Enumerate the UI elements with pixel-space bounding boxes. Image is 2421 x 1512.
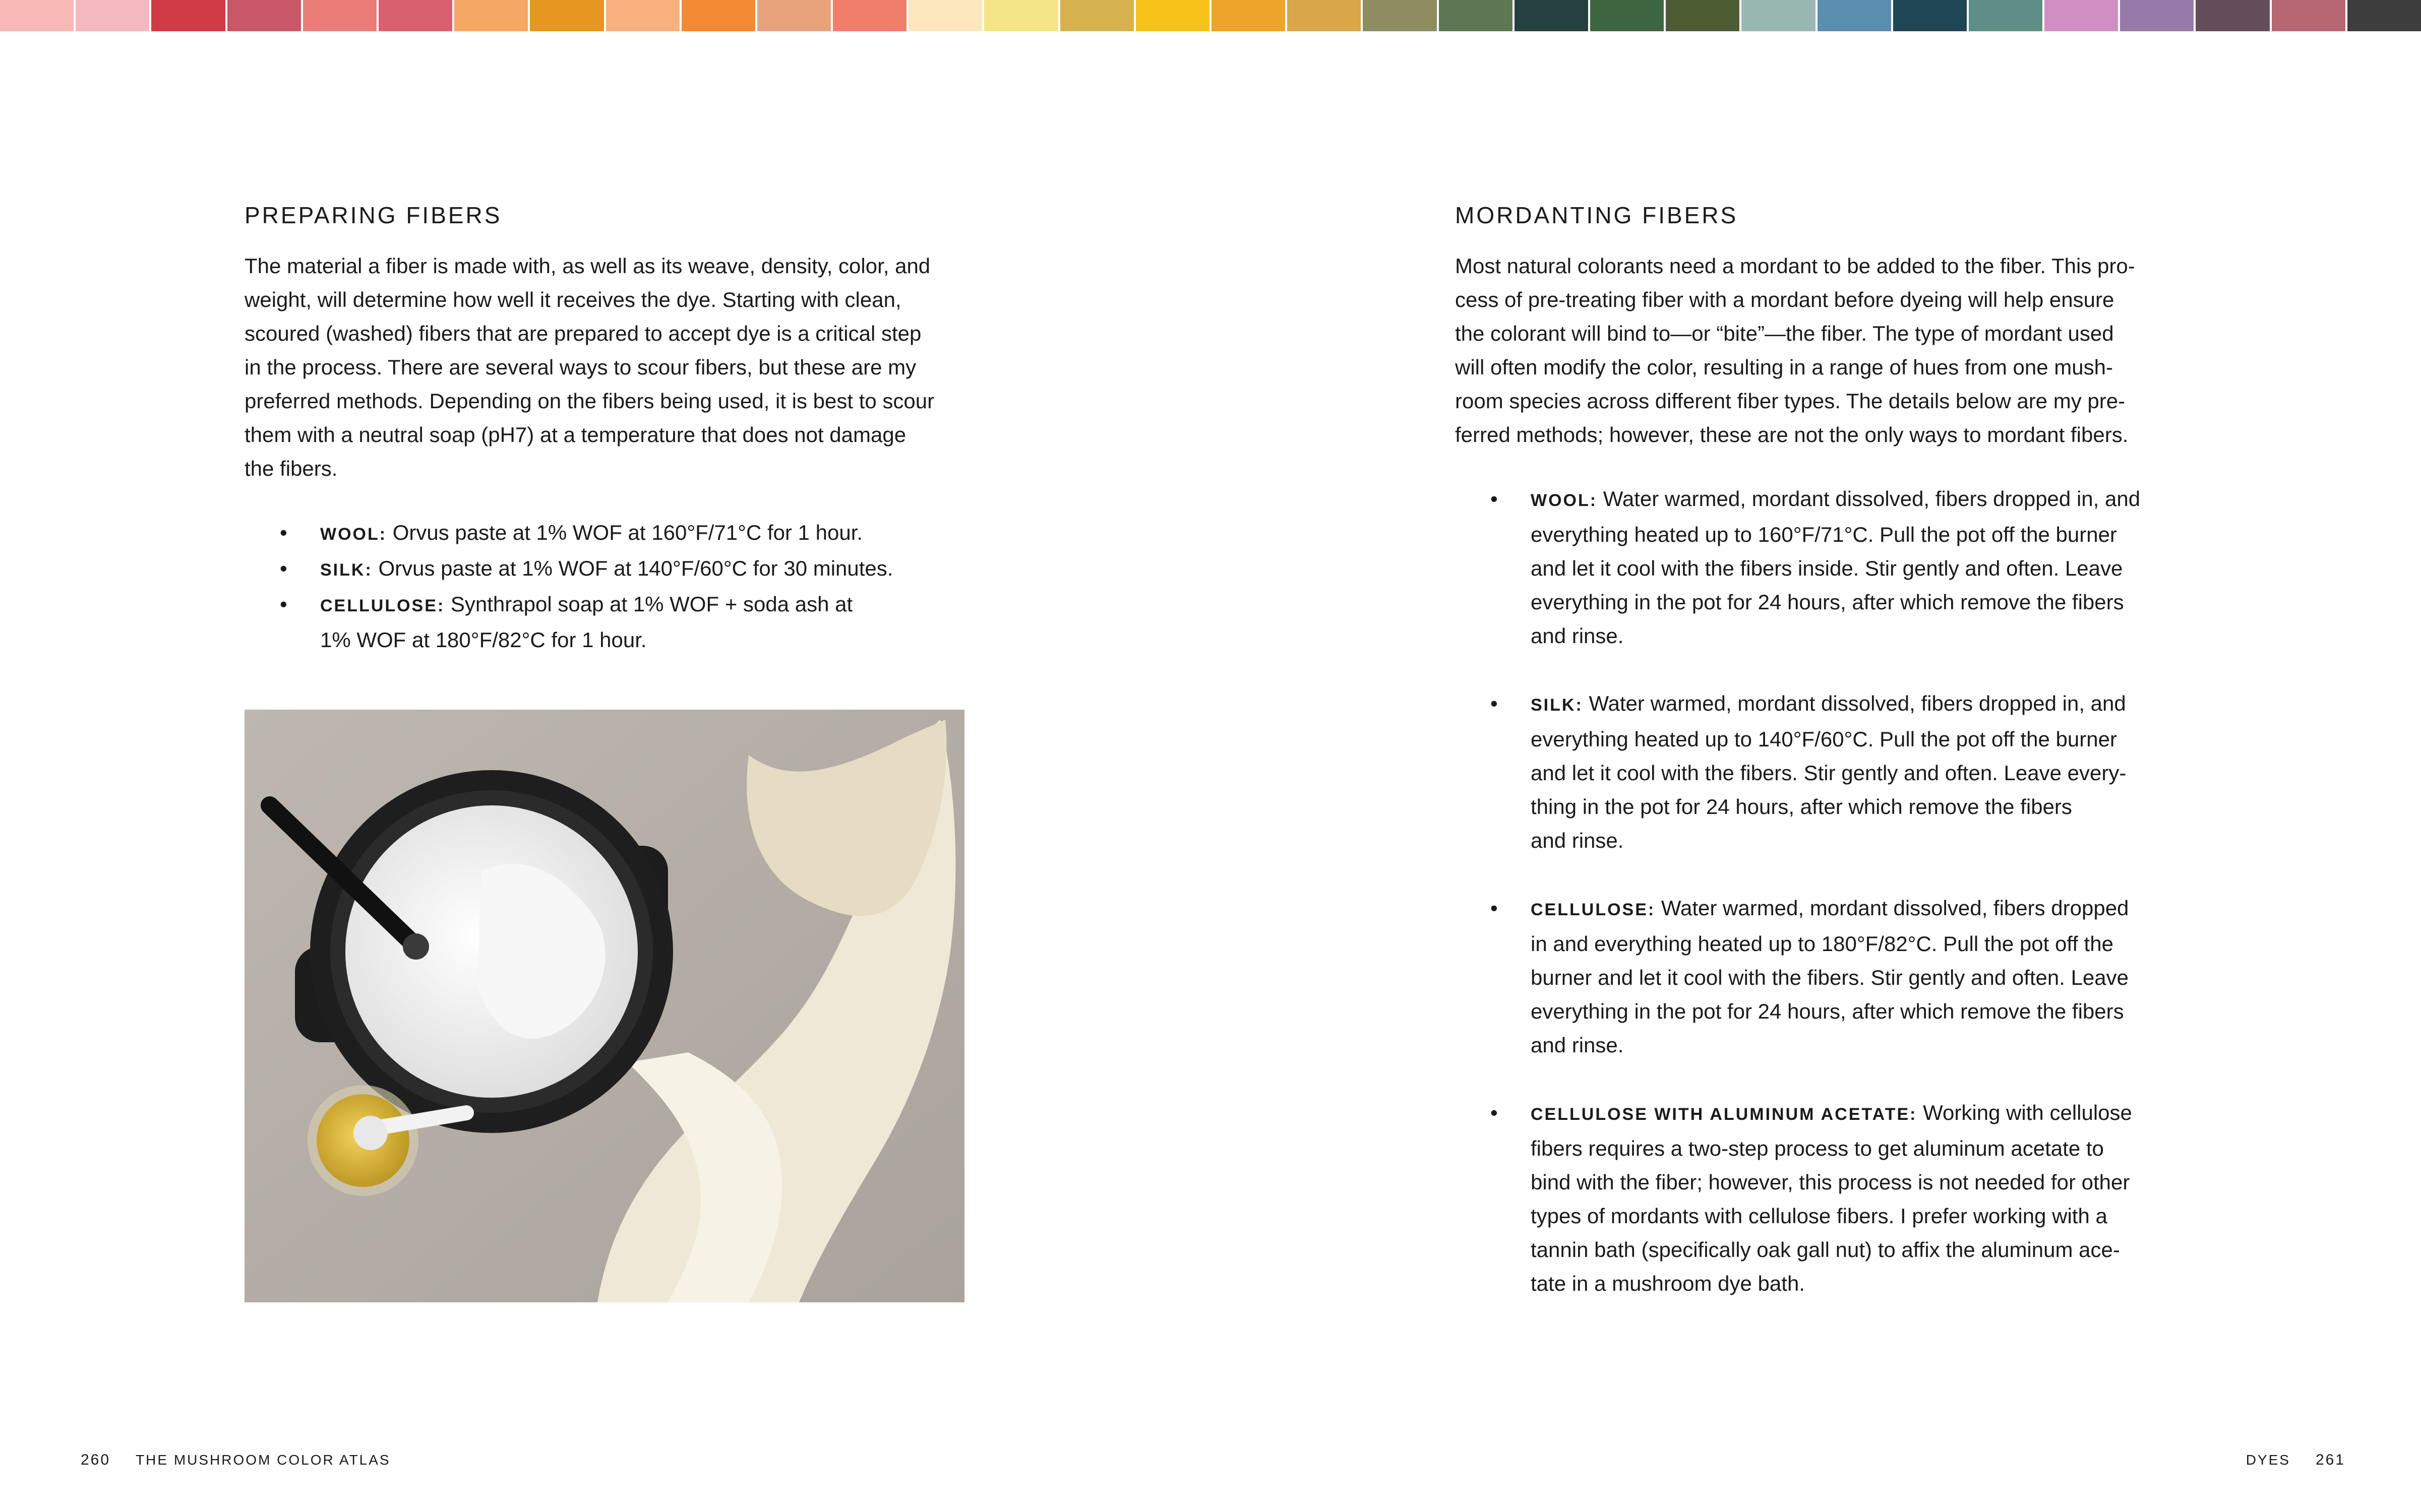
color-swatch <box>984 0 1058 31</box>
item-text: and rinse. <box>1531 1033 1624 1057</box>
list-item <box>1455 891 2176 1062</box>
color-swatch <box>682 0 755 31</box>
color-swatch <box>1969 0 2042 31</box>
text-line: preferred methods. Depending on the fibers being used, it is best to scour <box>245 389 935 413</box>
color-swatch <box>1136 0 1209 31</box>
list-item <box>245 587 971 657</box>
photo-soaking-pot-and-cloth <box>245 710 964 1302</box>
item-text: and rinse. <box>1531 624 1624 648</box>
pot-with-suds-icon <box>245 710 964 1302</box>
chapter-title: DYES <box>2246 1452 2290 1468</box>
text-line: room species across different fiber types. The details below are my pre- <box>1455 389 2126 413</box>
fiber-term: SILK: <box>320 560 373 580</box>
item-text: burner and let it cool with the fibers. Stir gently and often. Leave <box>1531 966 2129 989</box>
color-swatch <box>1287 0 1361 31</box>
item-text: types of mordants with cellulose fibers. I prefer working with a <box>1531 1204 2107 1228</box>
intro-paragraph <box>245 249 971 485</box>
fiber-term: CELLULOSE: <box>1531 900 1656 919</box>
list-item <box>245 516 971 551</box>
page-number-right: 261 <box>2315 1452 2345 1468</box>
color-swatch <box>1212 0 1285 31</box>
bullet: • <box>1490 1101 1498 1124</box>
color-swatch <box>757 0 831 31</box>
section-heading-mordanting-fibers: MORDANTING FIBERS <box>1455 202 1738 228</box>
item-text: Water warmed, mordant dissolved, fibers dropped in, and <box>1597 487 2141 511</box>
text-line: ferred methods; however, these are not the only ways to mordant fibers. <box>1455 423 2129 447</box>
text-line: The material a fiber is made with, as well as its weave, density, color, and <box>245 254 931 278</box>
color-swatch <box>1363 0 1436 31</box>
fiber-term: WOOL: <box>320 525 387 544</box>
color-swatch <box>151 0 225 31</box>
color-swatch <box>1893 0 1967 31</box>
footer-right <box>2246 1452 2345 1469</box>
item-text: everything heated up to 160°F/71°C. Pull the pot off the burner <box>1531 523 2117 546</box>
item-text: thing in the pot for 24 hours, after which remove the fibers <box>1531 795 2072 818</box>
color-swatch <box>1741 0 1815 31</box>
item-text: tannin bath (specifically oak gall nut) to affix the aluminum ace- <box>1531 1238 2120 1262</box>
item-text: everything in the pot for 24 hours, after which remove the fibers <box>1531 590 2124 614</box>
scouring-methods-list <box>245 516 971 657</box>
section-heading-preparing-fibers: PREPARING FIBERS <box>245 202 502 228</box>
text-line: the fibers. <box>245 457 338 480</box>
color-swatch <box>454 0 528 31</box>
item-text: everything in the pot for 24 hours, after which remove the fibers <box>1531 999 2124 1023</box>
color-swatch <box>1666 0 1739 31</box>
text-line: weight, will determine how well it receives the dye. Starting with clean, <box>245 288 901 311</box>
right-column <box>1455 202 2176 1334</box>
color-swatch <box>2044 0 2118 31</box>
color-swatch <box>2196 0 2269 31</box>
left-column <box>245 202 971 657</box>
color-swatch-strip <box>0 0 2421 31</box>
bullet: • <box>1490 487 1498 511</box>
text-line: will often modify the color, resulting in a range of hues from one mush- <box>1455 355 2113 379</box>
color-swatch <box>909 0 982 31</box>
bullet: • <box>280 521 287 544</box>
color-swatch <box>2272 0 2345 31</box>
fiber-term: CELLULOSE WITH ALUMINUM ACETATE: <box>1531 1105 1917 1124</box>
item-text: in and everything heated up to 180°F/82°C. Pull the pot off the <box>1531 932 2113 956</box>
color-swatch <box>1515 0 1588 31</box>
color-swatch <box>303 0 377 31</box>
item-text: Water warmed, mordant dissolved, fibers dropped <box>1655 896 2129 920</box>
item-text: Orvus paste at 1% WOF at 160°F/71°C for 1 hour. <box>387 521 863 544</box>
color-swatch <box>1590 0 1664 31</box>
book-title: THE MUSHROOM COLOR ATLAS <box>136 1452 391 1468</box>
footer-left <box>81 1452 391 1469</box>
color-swatch <box>76 0 149 31</box>
color-swatch <box>1439 0 1512 31</box>
bullet: • <box>1490 691 1498 715</box>
color-swatch <box>379 0 452 31</box>
item-text: everything heated up to 140°F/60°C. Pull the pot off the burner <box>1531 727 2117 751</box>
mordant-methods-list <box>1455 482 2176 1300</box>
color-swatch <box>1818 0 1891 31</box>
item-text: Synthrapol soap at 1% WOF + soda ash at <box>445 592 853 616</box>
color-swatch <box>833 0 906 31</box>
text-line: cess of pre-treating fiber with a mordant before dyeing will help ensure <box>1455 288 2114 311</box>
item-text: tate in a mushroom dye bath. <box>1531 1272 1805 1295</box>
item-text: and let it cool with the fibers. Stir gently and often. Leave every- <box>1531 761 2127 785</box>
color-swatch <box>2347 0 2421 31</box>
fiber-term: CELLULOSE: <box>320 596 445 615</box>
item-text: 1% WOF at 180°F/82°C for 1 hour. <box>320 628 647 652</box>
item-text: and let it cool with the fibers inside. Stir gently and often. Leave <box>1531 556 2123 580</box>
text-line: the colorant will bind to—or “bite”—the fiber. The type of mordant used <box>1455 322 2114 345</box>
item-text: fibers requires a two-step process to get aluminum acetate to <box>1531 1137 2104 1160</box>
bullet: • <box>1490 896 1498 920</box>
item-text: and rinse. <box>1531 829 1624 852</box>
page-number-left: 260 <box>81 1452 111 1468</box>
item-text: Working with cellulose <box>1917 1101 2132 1124</box>
text-line: scoured (washed) fibers that are prepared to accept dye is a critical step <box>245 322 922 345</box>
text-line: them with a neutral soap (pH7) at a temperature that does not damage <box>245 423 906 447</box>
color-swatch <box>606 0 680 31</box>
bullet: • <box>280 556 287 580</box>
color-swatch <box>0 0 74 31</box>
item-text: Water warmed, mordant dissolved, fibers dropped in, and <box>1583 691 2126 715</box>
color-swatch <box>2120 0 2194 31</box>
color-swatch <box>1060 0 1134 31</box>
list-item <box>245 551 971 587</box>
fiber-term: SILK: <box>1531 696 1583 715</box>
list-item <box>1455 482 2176 653</box>
text-line: in the process. There are several ways to scour fibers, but these are my <box>245 355 917 379</box>
text-line: Most natural colorants need a mordant to be added to the fiber. This pro- <box>1455 254 2135 278</box>
color-swatch <box>227 0 301 31</box>
intro-paragraph <box>1455 249 2176 452</box>
fiber-term: WOOL: <box>1531 491 1598 510</box>
list-item <box>1455 1096 2176 1300</box>
bullet: • <box>280 592 287 616</box>
color-swatch <box>530 0 603 31</box>
item-text: Orvus paste at 1% WOF at 140°F/60°C for 30 minutes. <box>372 556 893 580</box>
list-item <box>1455 686 2176 857</box>
item-text: bind with the fiber; however, this process is not needed for other <box>1531 1170 2130 1194</box>
